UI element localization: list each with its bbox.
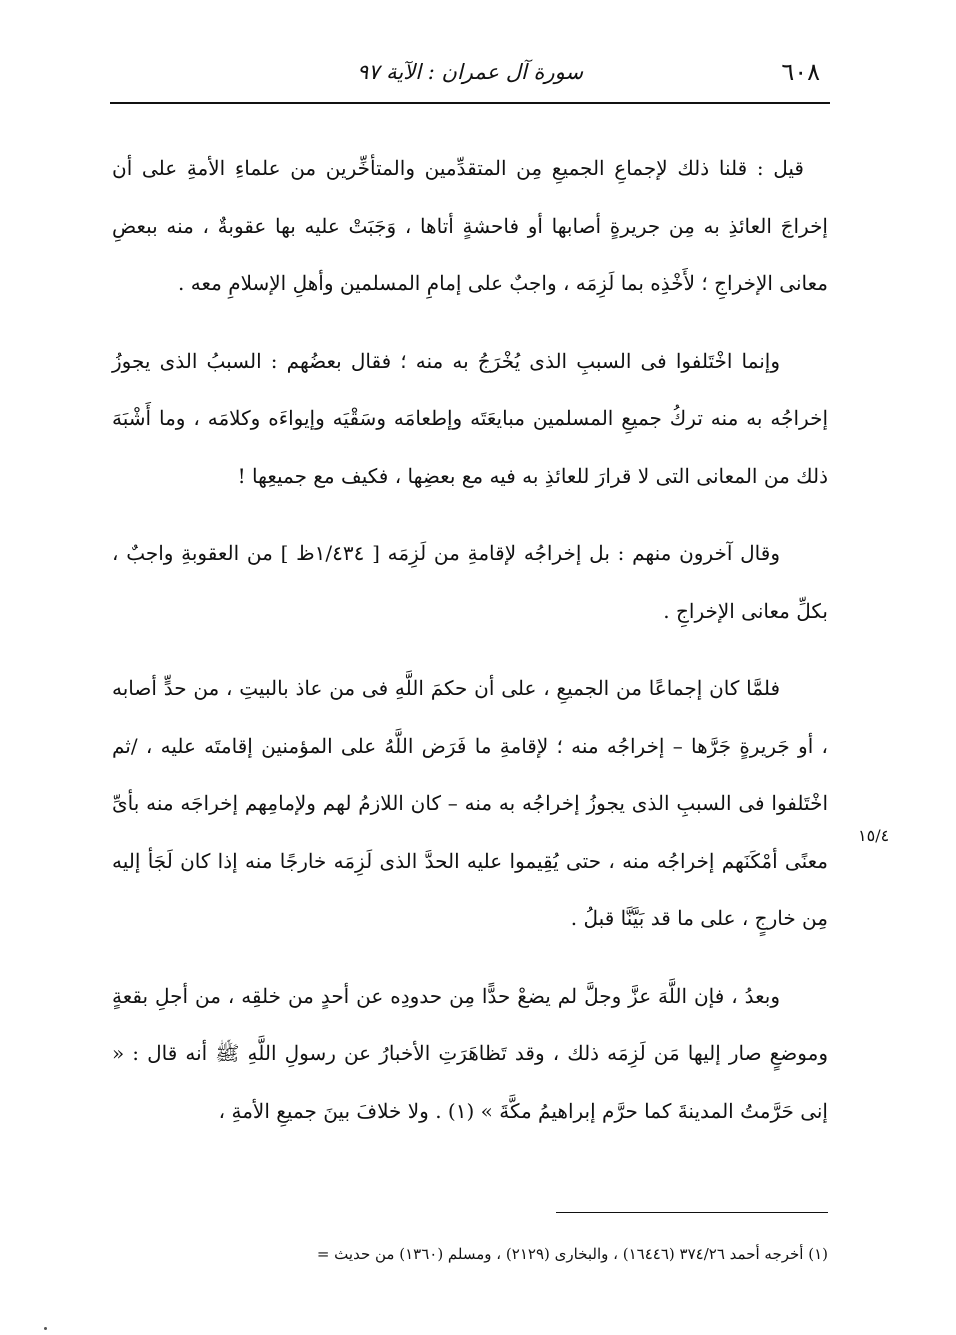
scan-speck <box>44 1327 47 1330</box>
footnote-divider <box>556 1212 828 1213</box>
footnote: (١) أخرجه أحمد ٣٧٤/٢٦ (١٦٤٤٦) ، والبخارى (٢١٢٩) ، ومسلم (١٣٦٠) من حديث = <box>316 1245 828 1263</box>
page-header <box>110 52 830 96</box>
paragraph-4: فلمَّا كان إجماعًا من الجميعِ ، على أن حكمَ اللَّهِ فى من عاذ بالبيتِ ، من حدٍّ أصابه ، أو جَريرةٍ جَرَّها – إخراجُه منه ؛ لإقامةِ ما فَرَض اللَّهُ على المؤمنين إقامتَه عليه ، /ثم اخْتَلفوا فى السببِ الذى يجوزُ إخراجُه به منه – كان اللازمُ لهم ولإمامِهم إخراجَه منه بأىِّ معنًى أمْكَنَهم إخراجُه منه ، حتى يُقِيموا عليه الحدَّ الذى لَزِمَه خارجًا منه إذا كان لَجَأ إليه مِن خارجٍ ، على ما قد بَيَّنَّا قبلُ . <box>112 676 828 930</box>
paragraph-5: وبعدُ ، فإن اللَّهَ عزَّ وجلَّ لم يضعْ حدًّا مِن حدودِه عن أحدٍ من خلقِه ، من أجلِ بقعةٍ وموضعٍ صار إليها مَن لَزِمَه ذلك ، وقد تَظاهَرَتِ الأخبارُ عن رسولِ اللَّهِ ﷺ أنه قال : « إنى حَرَّمتُ المدينةَ كما حرَّم إبراهيمُ مكَّةَ » (١) . ولا خلافَ بينَ جميعِ الأمةِ ، <box>112 983 828 1123</box>
running-title: سورة آل عمران : الآية ٩٧ <box>356 60 584 84</box>
paragraph-1: قيل : قلنا ذلك لإجماعِ الجميعِ مِن المتقدِّمين والمتأخِّرين من علماءِ الأمةِ على أن إخراجَ العائذِ به مِن جريرةٍ أصابها أو فاحشةٍ أتاها ، وَجَبَتْ عليه بها عقوبةٌ ، منه ببعضِ معانى الإخراجِ ؛ لأَخْذِه بما لَزِمَه ، واجبٌ على إمامِ المسلمين وأهلِ الإسلامِ معه . <box>112 156 828 295</box>
paragraph-2: وإنما اخْتَلفوا فى السببِ الذى يُخْرَجُ به منه ؛ فقال بعضُهم : السببُ الذى يجوزُ إخراجُه به منه تركُ جميعِ المسلمين مبايعَتَه وإطعامَه وسَقْيَه وإيواءَه وكلامَه ، وما أَشْبَهَ ذلك من المعانى التى لا قرارَ للعائذِ به فيه مع بعضِها ، فكيف مع جميعِها ! <box>112 348 828 488</box>
page-number: ٦٠٨ <box>781 58 820 86</box>
paragraph-3: وقال آخرون منهم : بل إخراجُه لإقامةِ من لَزِمَه [ ١/٤٣٤ظ ] من العقوبةِ واجبٌ ، بكلِّ معانى الإخراجِ . <box>112 541 828 623</box>
margin-reference: ١٥/٤ <box>858 826 890 845</box>
main-text <box>112 140 828 1160</box>
header-divider <box>110 102 830 104</box>
